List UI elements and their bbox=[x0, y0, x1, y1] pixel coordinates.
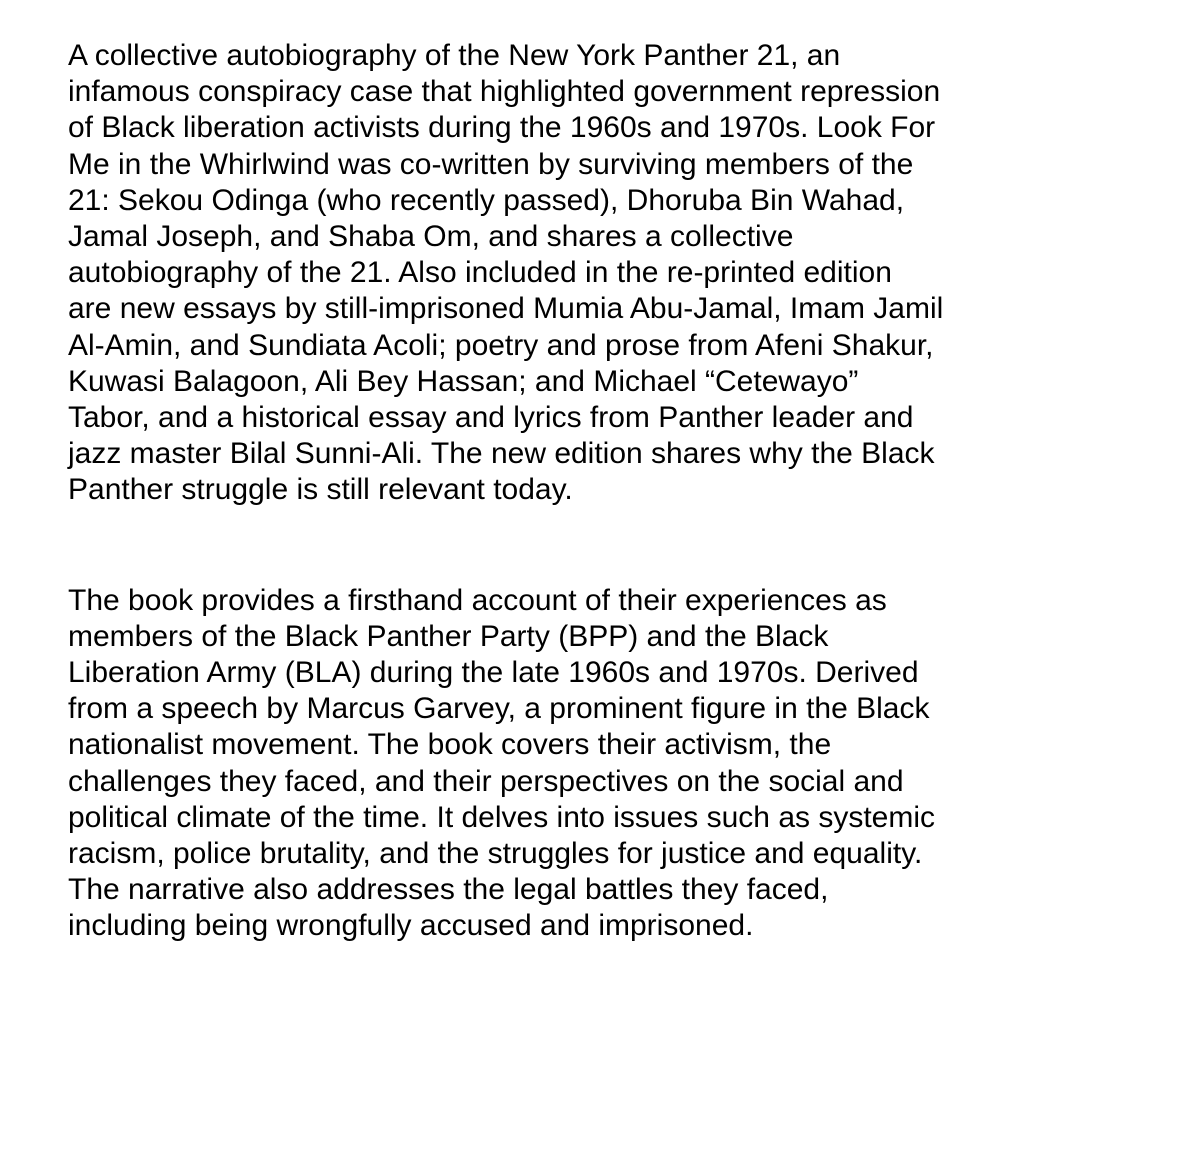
text-line: members of the Black Panther Party (BPP) and the Black bbox=[68, 619, 829, 653]
text-line: nationalist movement. The book covers their activism, the bbox=[68, 728, 832, 762]
text-line: are new essays by still-imprisoned Mumia Abu-Jamal, Imam Jamil bbox=[68, 292, 944, 326]
text-line: including being wrongfully accused and imprisoned. bbox=[68, 909, 754, 943]
text-line: Kuwasi Balagoon, Ali Bey Hassan; and Michael “Cetewayo” bbox=[68, 364, 859, 398]
text-line: Tabor, and a historical essay and lyrics from Panther leader and bbox=[68, 401, 914, 435]
text-line: Al-Amin, and Sundiata Acoli; poetry and prose from Afeni Shakur, bbox=[68, 328, 934, 362]
text-line: racism, police brutality, and the struggles for justice and equality. bbox=[68, 837, 923, 871]
paragraph-book-account bbox=[68, 583, 1168, 945]
text-line: A collective autobiography of the New York Panther 21, an bbox=[68, 39, 841, 72]
text-line: Panther struggle is still relevant today. bbox=[68, 473, 573, 507]
text-line: 21: Sekou Odinga (who recently passed), Dhoruba Bin Wahad, bbox=[68, 183, 905, 217]
text-line: Me in the Whirlwind was co-written by surviving members of the bbox=[68, 147, 914, 181]
text-line: autobiography of the 21. Also included in the re-printed edition bbox=[68, 256, 892, 290]
text-line: The book provides a firsthand account of their experiences as bbox=[68, 583, 887, 617]
text-line: political climate of the time. It delves into issues such as systemic bbox=[68, 800, 936, 834]
text-line: challenges they faced, and their perspectives on the social and bbox=[68, 764, 904, 798]
text-line: The narrative also addresses the legal battles they faced, bbox=[68, 873, 829, 907]
text-line: jazz master Bilal Sunni-Ali. The new edition shares why the Black bbox=[68, 437, 935, 471]
text-line: Jamal Joseph, and Shaba Om, and shares a collective bbox=[68, 220, 794, 254]
text-line: from a speech by Marcus Garvey, a prominent figure in the Black bbox=[68, 692, 930, 726]
text-line: infamous conspiracy case that highlighted government repression bbox=[68, 75, 941, 109]
paragraph-book-summary bbox=[68, 38, 1168, 509]
text-line: Liberation Army (BLA) during the late 1960s and 1970s. Derived bbox=[68, 656, 919, 690]
paragraph-spacer bbox=[68, 509, 1160, 583]
text-line: of Black liberation activists during the 1960s and 1970s. Look For bbox=[68, 111, 936, 145]
